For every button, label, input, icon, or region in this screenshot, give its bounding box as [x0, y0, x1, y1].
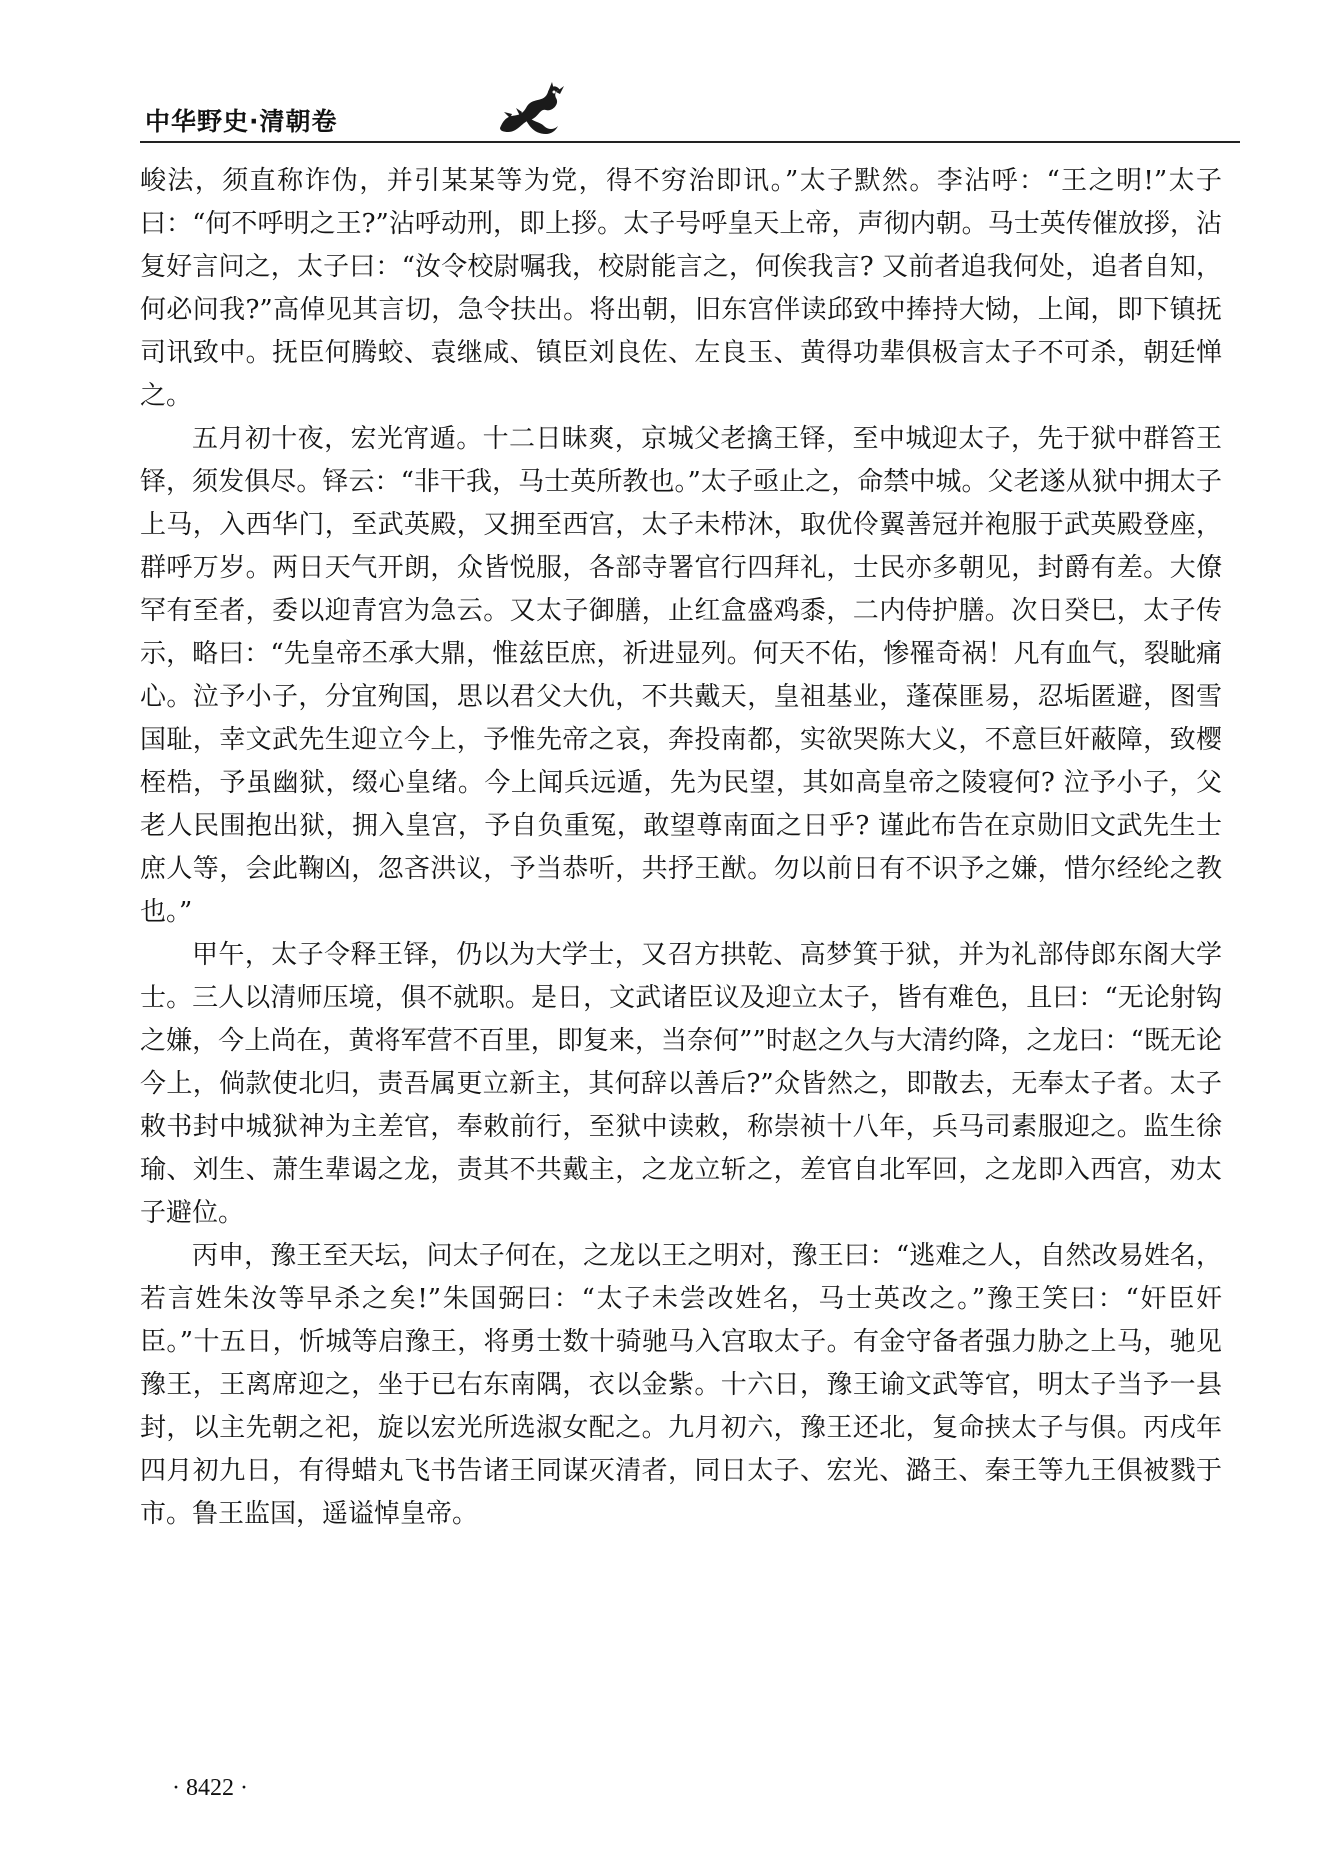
- dragon-emblem-icon: [490, 78, 570, 142]
- paragraph-3: 甲午，太子令释王铎，仍以为大学士，又召方拱乾、高梦箕于狱，并为礼部侍郎东阁大学士。三人以清师压境，俱不就职。是日，文武诸臣议及迎立太子，皆有难色，且曰：“无论射钩之嫌，今上尚在，黄将军营不百里，即复来，当奈何””时赵之久与大清约降，之龙曰：“既无论今上，倘款使北归，责吾属更立新主，其何辞以善后?”众皆然之，即散去，无奉太子者。太子敕书封中城狱神为主差官，奉敕前行，至狱中读敕，称崇祯十八年，兵马司素服迎之。监生徐瑜、刘生、萧生辈谒之龙，责其不共戴主，之龙立斩之，差官自北军回，之龙即入西宫，劝太子避位。: [140, 940, 1222, 1228]
- body-text: [140, 160, 1222, 1536]
- paragraph-1: 峻法，须直称诈伪，并引某某等为党，得不穷治即讯。”太子默然。李沾呼：“王之明!”太子曰：“何不呼明之王?”沾呼动刑，即上拶。太子号呼皇天上帝，声彻内朝。马士英传催放拶，沾复好言问之，太子曰：“汝令校尉嘱我，校尉能言之，何俟我言? 又前者追我何处，追者自知，何必问我?”高倬见其言切，急令扶出。将出朝，旧东宫伴读邱致中捧持大恸，上闻，即下镇抚司讯致中。抚臣何腾蛟、袁继咸、镇臣刘良佐、左良玉、黄得功辈俱极言太子不可杀，朝廷惮之。: [140, 166, 1222, 411]
- paragraph-2: 五月初十夜，宏光宵遁。十二日昧爽，京城父老擒王铎，至中城迎太子，先于狱中群笞王铎，须发俱尽。铎云：“非干我，马士英所教也。”太子亟止之，命禁中城。父老遂从狱中拥太子上马，入西华门，至武英殿，又拥至西宫，太子未栉沐，取优伶翼善冠并袍服于武英殿登座，群呼万岁。两日天气开朗，众皆悦服，各部寺署官行四拜礼，士民亦多朝见，封爵有差。大僚罕有至者，委以迎青宫为急云。又太子御膳，止红盒盛鸡黍，二内侍护膳。次日癸巳，太子传示，略曰：“先皇帝丕承大鼎，惟兹臣庶，祈进显列。何天不佑，惨罹奇祸！凡有血气，裂眦痛心。泣予小子，分宜殉国，思以君父大仇，不共戴天，皇祖基业，蓬葆匪易，忍垢匿避，图雪国耻，幸文武先生迎立今上，予惟先帝之哀，奔投南都，实欲哭陈大义，不意巨奸蔽障，致樱桎梏，予虽幽狱，缀心皇绪。今上闻兵远遁，先为民望，其如高皇帝之陵寝何? 泣予小子，父老人民围抱出狱，拥入皇宫，予自负重冤，敢望尊南面之日乎? 谨此布告在京勋旧文武先生士庶人等，会此鞠凶，忽吝洪议，予当恭听，共抒王猷。勿以前日有不识予之嫌，惜尔经纶之教也。”: [140, 424, 1222, 927]
- running-title: 中华野史·清朝卷: [145, 107, 338, 136]
- header-rule: [140, 141, 1240, 143]
- running-header: [120, 78, 1240, 150]
- page-number: · 8422 ·: [172, 1775, 248, 1801]
- paragraph-4: 丙申，豫王至天坛，问太子何在，之龙以王之明对，豫王曰：“逃难之人，自然改易姓名，若言姓朱汝等早杀之矣!”朱国弼曰：“太子未尝改姓名，马士英改之。”豫王笑曰：“奸臣奸臣。”十五日，忻城等启豫王，将勇士数十骑驰马入宫取太子。有金守备者强力胁之上马，驰见豫王，王离席迎之，坐于已右东南隅，衣以金紫。十六日，豫王谕文武等官，明太子当予一县封，以主先朝之祀，旋以宏光所选淑女配之。九月初六，豫王还北，复命挟太子与俱。丙戌年四月初九日，有得蜡丸飞书告诸王同谋灭清者，同日太子、宏光、潞王、秦王等九王俱被戮于市。鲁王监国，遥谥悼皇帝。: [140, 1241, 1222, 1529]
